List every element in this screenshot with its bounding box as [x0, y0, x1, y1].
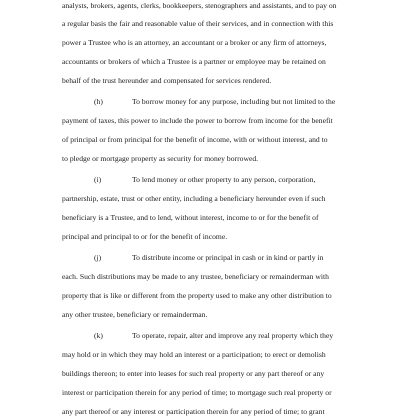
text-line: beneficiary is a Trustee, and to lend, without interest, income to or for the benefit of	[62, 213, 319, 222]
text-line: To borrow money for any purpose, including but not limited to the	[132, 97, 336, 106]
text-line: any part thereof or any interest or participation therein for any period of time; to grant	[62, 407, 325, 416]
text-line: To operate, repair, alter and improve any real property which they	[132, 331, 334, 340]
text-line: to pledge or mortgage property as security for money borrowed.	[62, 154, 259, 163]
text-line: buildings thereon; to enter into leases for such real property or any part thereof or any	[62, 369, 325, 378]
text-line: principal and principal to or for the benefit of income.	[62, 232, 228, 241]
text-line: To distribute income or principal in cash or in kind or partly in	[132, 253, 324, 262]
text-line: behalf of the trust hereunder and compensated for services rendered.	[62, 76, 272, 85]
text-line: power a Trustee who is an attorney, an accountant or a broker or any firm of attorneys,	[62, 38, 327, 47]
text-line: partnership, estate, trust or other entity, including a beneficiary hereunder even if such	[62, 194, 326, 203]
text-line: analysts, brokers, agents, clerks, bookkeepers, stenographers and assistants, and to pay on	[62, 1, 337, 10]
paragraph-label-h: (h)	[94, 97, 103, 106]
text-line: any other trustee, beneficiary or remainderman.	[62, 310, 208, 319]
text-line: a regular basis the fair and reasonable value of their services, and in connection with this	[62, 19, 334, 28]
paragraph-label-k: (k)	[94, 331, 103, 340]
text-line: of principal or from principal for the benefit of income, with or without interest, and to	[62, 135, 328, 144]
text-line: property that is like or different from the property used to make any other distribution to	[62, 291, 332, 300]
text-line: To lend money or other property to any person, corporation,	[132, 175, 316, 184]
text-line: payment of taxes, this power to include the power to borrow from income for the benefit	[62, 116, 333, 125]
text-line: may hold or in which they may hold an interest or a participation; to erect or demolish	[62, 350, 326, 359]
text-line: each. Such distributions may be made to any trustee, beneficiary or remainderman with	[62, 272, 329, 281]
paragraph-label-j: (j)	[94, 253, 102, 262]
paragraph-label-i: (i)	[94, 175, 102, 184]
text-line: interest or participation therein for any period of time; to mortgage such real property or	[62, 388, 332, 397]
text-line: accountants or brokers of which a Trustee is a partner or employee may be retained on	[62, 57, 326, 66]
